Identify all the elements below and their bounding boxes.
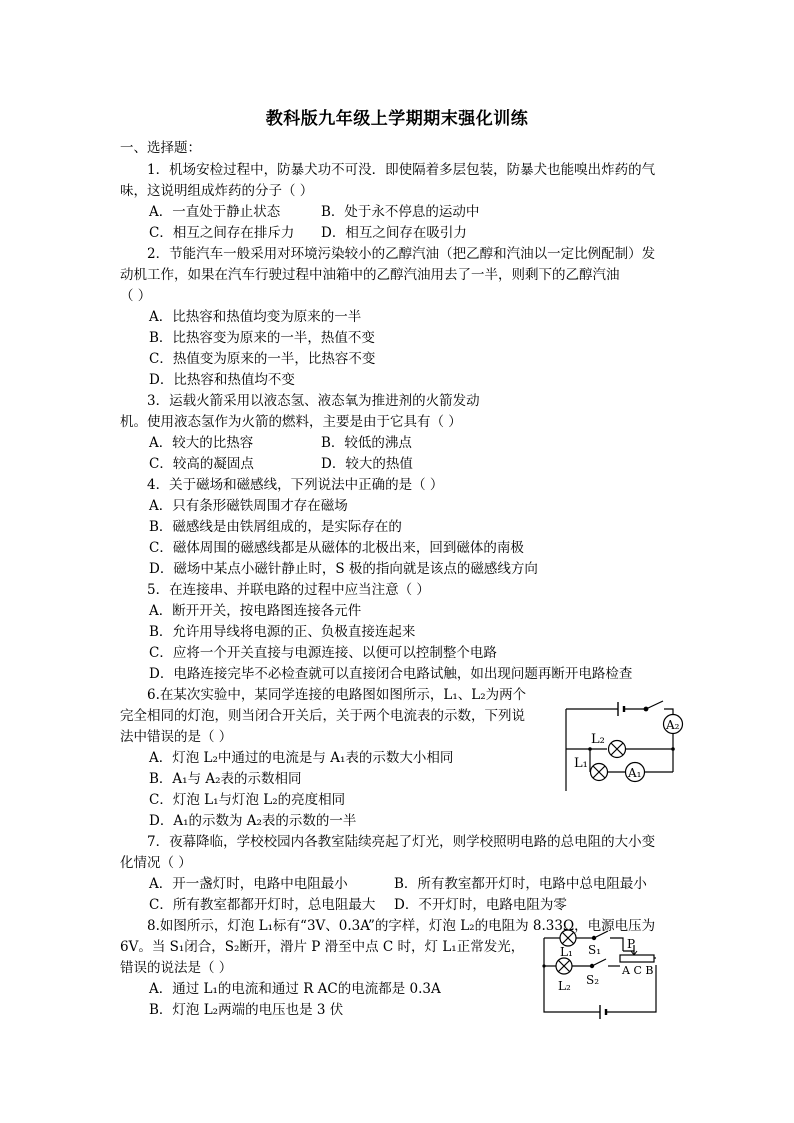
q2-option-a[interactable]: A．比热容和热值均变为原来的一半 (149, 309, 362, 325)
q8-stem-line-1: 8.如图所示，灯泡 L₁标有“3V、0.3A”的字样，灯泡 L₂的电阻为 8.33Ω，电源电压为 (147, 918, 656, 934)
q1-stem-line-1: 1．机场安检过程中，防暴犬功不可没．即使隔着多层包装，防暴犬也能嗅出炸药的气 (147, 162, 656, 178)
q2-option-d[interactable]: D．比热容和热值均不变 (149, 372, 295, 388)
q6-stem-line-2: 完全相同的灯泡，则当闭合开关后，关于两个电流表的示数，下列说 (120, 708, 525, 724)
q6-stem-line-3: 法中错误的是（ ） (120, 729, 233, 745)
q6-option-c[interactable]: C．灯泡 L₁与灯泡 L₂的亮度相同 (149, 792, 346, 808)
q4-option-d[interactable]: D．磁场中某点小磁针静止时，S 极的指向就是该点的磁感线方向 (149, 561, 538, 577)
q8-fig-label-s2: S₂ (586, 973, 600, 987)
q5-option-a[interactable]: A．断开开关，按电路图连接各元件 (149, 603, 362, 619)
q8-fig-label-p: P (627, 937, 636, 951)
q3-option-a[interactable]: A．较大的比热容 (149, 435, 254, 451)
q8-fig-label-acb: A C B (622, 964, 654, 977)
q7-option-c[interactable]: C．所有教室都都开灯时，总电阻最大 (149, 897, 376, 913)
q3-option-d[interactable]: D．较大的热值 (321, 456, 413, 472)
q8-fig-label-l2: L₂ (558, 979, 571, 993)
q1-option-d[interactable]: D．相互之间存在吸引力 (321, 225, 467, 241)
q4-option-c[interactable]: C．磁体周围的磁感线都是从磁体的北极出来，回到磁体的南极 (149, 540, 524, 556)
q3-option-c[interactable]: C．较高的凝固点 (149, 456, 254, 472)
q7-option-d[interactable]: D．不开灯时，电路电阻为零 (394, 897, 567, 913)
q4-option-b[interactable]: B．磁感线是由铁屑组成的，是实际存在的 (149, 519, 402, 535)
q6-fig-label-a1: A₁ (628, 766, 642, 780)
q8-stem-line-3: 错误的说法是（ ） (120, 960, 233, 976)
q6-fig-label-l1: L₁ (574, 756, 588, 771)
q6-option-a[interactable]: A．灯泡 L₂中通过的电流是与 A₁表的示数大小相同 (149, 750, 454, 766)
q3-option-b[interactable]: B．较低的沸点 (321, 435, 412, 451)
q8-circuit-diagram (530, 926, 675, 1021)
q2-stem-line-1: 2．节能汽车一般采用对环境污染较小的乙醇汽油（把乙醇和汽油以一定比例配制）发 (147, 246, 656, 262)
q5-stem: 5．在连接串、并联电路的过程中应当注意（ ） (147, 582, 430, 598)
q3-stem-line-1: 3．运载火箭采用以液态氢、液态氧为推进剂的火箭发动 (147, 393, 480, 409)
q6-fig-label-a2: A₂ (666, 718, 680, 732)
q7-stem-line-1: 7．夜幕降临，学校校园内各教室陆续亮起了灯光，则学校照明电路的总电阻的大小变 (147, 834, 656, 850)
q2-option-b[interactable]: B．比热容变为原来的一半，热值不变 (149, 330, 375, 346)
q6-fig-label-l2: L₂ (591, 732, 605, 747)
q5-option-c[interactable]: C．应将一个开关直接与电源连接、以便可以控制整个电路 (149, 645, 497, 661)
q5-option-b[interactable]: B．允许用导线将电源的正、负极直接连起来 (149, 624, 416, 640)
q8-option-a[interactable]: A．通过 L₁的电流和通过 R AC的电流都是 0.3A (149, 981, 441, 997)
page-title: 教科版九年级上学期期末强化训练 (265, 109, 529, 129)
q2-stem-line-3: （ ） (120, 288, 152, 304)
q8-stem-line-2: 6V。当 S₁闭合，S₂断开，滑片 P 滑至中点 C 时，灯 L₁正常发光， (120, 939, 525, 955)
q6-option-b[interactable]: B．A₁与 A₂表的示数相同 (149, 771, 302, 787)
q8-option-b[interactable]: B．灯泡 L₂两端的电压也是 3 伏 (149, 1002, 344, 1018)
q7-option-a[interactable]: A．开一盏灯时，电路中电阻最小 (149, 876, 348, 892)
q4-stem: 4．关于磁场和磁感线，下列说法中正确的是（ ） (147, 477, 444, 493)
q8-fig-label-s1: S₁ (588, 943, 602, 957)
q6-stem-line-1: 6.在某次实验中，某同学连接的电路图如图所示，L₁、L₂为两个 (147, 687, 527, 703)
q1-stem-line-2: 味，这说明组成炸药的分子（ ） (120, 183, 314, 199)
q2-stem-line-2: 动机工作，如果在汽车行驶过程中油箱中的乙醇汽油用去了一半，则剩下的乙醇汽油 (120, 267, 620, 283)
q6-circuit-diagram (560, 697, 685, 795)
q7-stem-line-2: 化情况（ ） (120, 855, 192, 871)
q8-fig-label-l1: L₁ (560, 945, 573, 959)
q1-option-a[interactable]: A．一直处于静止状态 (149, 204, 281, 220)
q2-option-c[interactable]: C．热值变为原来的一半，比热容不变 (149, 351, 376, 367)
q5-option-d[interactable]: D．电路连接完毕不必检查就可以直接闭合电路试触，如出现问题再断开电路检查 (149, 666, 633, 682)
q1-option-c[interactable]: C．相互之间存在排斥力 (149, 225, 295, 241)
q1-option-b[interactable]: B．处于永不停息的运动中 (321, 204, 480, 220)
q3-stem-line-2: 机。使用液态氢作为火箭的燃料，主要是由于它具有（ ） (120, 414, 462, 430)
q6-option-d[interactable]: D．A₁的示数为 A₂表的示数的一半 (149, 813, 357, 829)
section-heading: 一、选择题： (120, 140, 201, 156)
q7-option-b[interactable]: B．所有教室都开灯时，电路中总电阻最小 (394, 876, 647, 892)
q4-option-a[interactable]: A．只有条形磁铁周围才存在磁场 (149, 498, 348, 514)
